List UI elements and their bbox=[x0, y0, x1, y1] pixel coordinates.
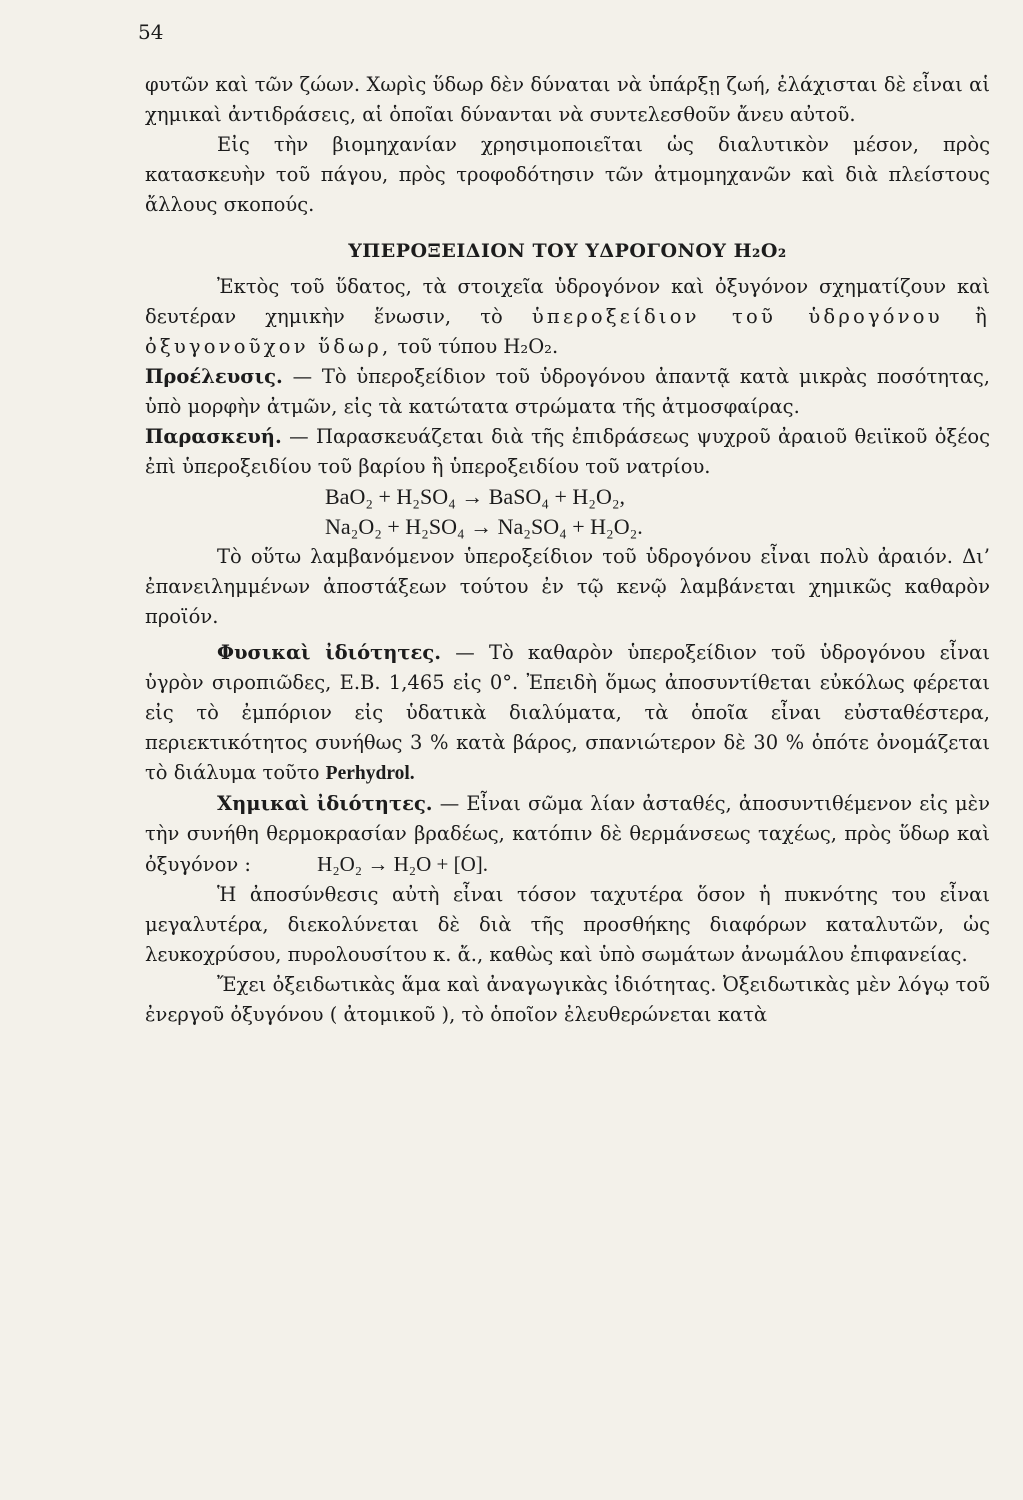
origin-heading: Προέλευσις. bbox=[145, 365, 283, 388]
perhydrol-term: Perhydrol. bbox=[325, 763, 415, 784]
chemical-heading: Χημικαὶ ἰδιότητες. bbox=[217, 792, 433, 815]
page-number: 54 bbox=[138, 20, 164, 44]
paragraph-origin bbox=[145, 362, 990, 422]
intro-spaced-term: ὑπεροξείδιον τοῦ ὑδρογόνου ἢ ὀξυγονοῦχον ὕδωρ, bbox=[145, 305, 990, 358]
paragraph-oxidizing: Ἔχει ὀξειδωτικὰς ἅμα καὶ ἀναγωγικὰς ἰδιότητας. Ὀξειδωτικὰς μὲν λόγῳ τοῦ ἐνεργοῦ ὀξυγόνου ( ἀτομικοῦ ), τὸ ὁποῖον ἐλευθερώνεται κατὰ bbox=[145, 973, 990, 1026]
origin-text: — Τὸ ὑπεροξείδιον τοῦ ὑδρογόνου ἀπαντᾷ κατὰ μικρὰς ποσότητας, ὑπὸ μορφὴν ἀτμῶν, εἰς τὰ κατώτατα στρώματα τῆς ἀτμοσφαίρας. bbox=[145, 365, 990, 418]
chemical-text: — Εἶναι σῶμα λίαν ἀσταθές, ἀποσυντιθέμενον εἰς μὲν τὴν συνήθη θερμοκρασίαν βραδέως, κατόπιν δὲ θερμάνσεως ταχέως, πρὸς ὕδωρ καὶ ὀξυγόνον : bbox=[145, 792, 990, 876]
intro-text-a: Ἐκτὸς τοῦ ὕδατος, τὰ στοιχεῖα ὑδρογόνον καὶ ὀξυγόνον σχηματίζουν καὶ δευτέραν χημικὴν ἕνωσιν, τὸ bbox=[145, 275, 990, 328]
paragraph-industry-use: Εἰς τὴν βιομηχανίαν χρησιμοποιεῖται ὡς διαλυτικὸν μέσον, πρὸς κατασκευὴν τοῦ πάγου, πρὸς τροφοδότησιν τῶν ἀτμομηχανῶν καὶ διὰ πλείστους ἄλλους σκοπούς. bbox=[145, 133, 990, 216]
physical-text: — Τὸ καθαρὸν ὑπεροξείδιον τοῦ ὑδρογόνου εἶναι ὑγρὸν σιροπιῶδες, Ε.Β. 1,465 εἰς 0°. Ἐπειδὴ ὅμως ἀποσυντίθεται εὐκόλως φέρεται εἰς τὸ ἐμπόριον εἰς ὑδατικὰ διαλύματα, τὰ ὁποῖα εἶναι εὐσταθέστερα, περιεκτικότητος συνήθως 3 % κατὰ βάρος, σπανιώτερον δὲ 30 % ὁπότε ὀνομάζεται τὸ διάλυμα τοῦτο bbox=[145, 641, 990, 784]
paragraph-physical bbox=[145, 638, 990, 789]
equation-sodium: Na₂O₂ + H₂SO₄ → Na₂SO₄ + H₂O₂. bbox=[325, 514, 643, 539]
equation-barium: BaO₂ + H₂SO₄ → BaSO₄ + H₂O₂, bbox=[325, 484, 626, 509]
paragraph-water-life: φυτῶν καὶ τῶν ζώων. Χωρὶς ὕδωρ δὲν δύναται νὰ ὑπάρξῃ ζωή, ἐλάχισται δὲ εἶναι αἱ χημικαὶ ἀντιδράσεις, αἱ ὁποῖαι δύνανται νὰ συντελεσθοῦν ἄνευ αὐτοῦ. bbox=[145, 73, 990, 126]
section-title: ΥΠΕΡΟΞΕΙΔΙΟΝ ΤΟΥ ΥΔΡΟΓΟΝΟΥ H₂O₂ bbox=[348, 240, 787, 262]
intro-text-b: τοῦ τύπου H₂O₂. bbox=[397, 335, 559, 358]
preparation-heading: Παρασκευή. bbox=[145, 425, 282, 448]
physical-heading: Φυσικαὶ ἰδιότητες. bbox=[217, 641, 442, 664]
paragraph-chemical bbox=[145, 789, 990, 880]
paragraph-prep-after: Τὸ οὕτω λαμβανόμενον ὑπεροξείδιον τοῦ ὑδρογόνου εἶναι πολὺ ἀραιόν. Δι’ ἐπανειλημμένων ἀποστάξεων τούτου ἐν τῷ κενῷ λαμβάνεται χημικῶς καθαρὸν προϊόν. bbox=[145, 545, 990, 628]
paragraph-decomposition: Ἡ ἀποσύνθεσις αὐτὴ εἶναι τόσον ταχυτέρα ὅσον ἡ πυκνότης του εἶναι μεγαλυτέρα, διεκολύνεται δὲ διὰ τῆς προσθήκης διαφόρων καταλυτῶν, ὡς λευκοχρύσου, πυρολουσίτου κ. ἄ., καθὼς καὶ ὑπὸ σωμάτων ἀνωμάλου ἐπιφανείας. bbox=[145, 883, 990, 966]
preparation-text: — Παρασκευάζεται διὰ τῆς ἐπιδράσεως ψυχροῦ ἀραιοῦ θειϊκοῦ ὀξέος ἐπὶ ὑπεροξειδίου τοῦ βαρίου ἢ ὑπεροξειδίου τοῦ νατρίου. bbox=[145, 425, 990, 478]
page-body bbox=[145, 70, 990, 1030]
paragraph-intro bbox=[145, 272, 990, 362]
decomposition-equation: H₂O₂ → H₂O + [O]. bbox=[317, 852, 489, 876]
paragraph-preparation bbox=[145, 422, 990, 482]
